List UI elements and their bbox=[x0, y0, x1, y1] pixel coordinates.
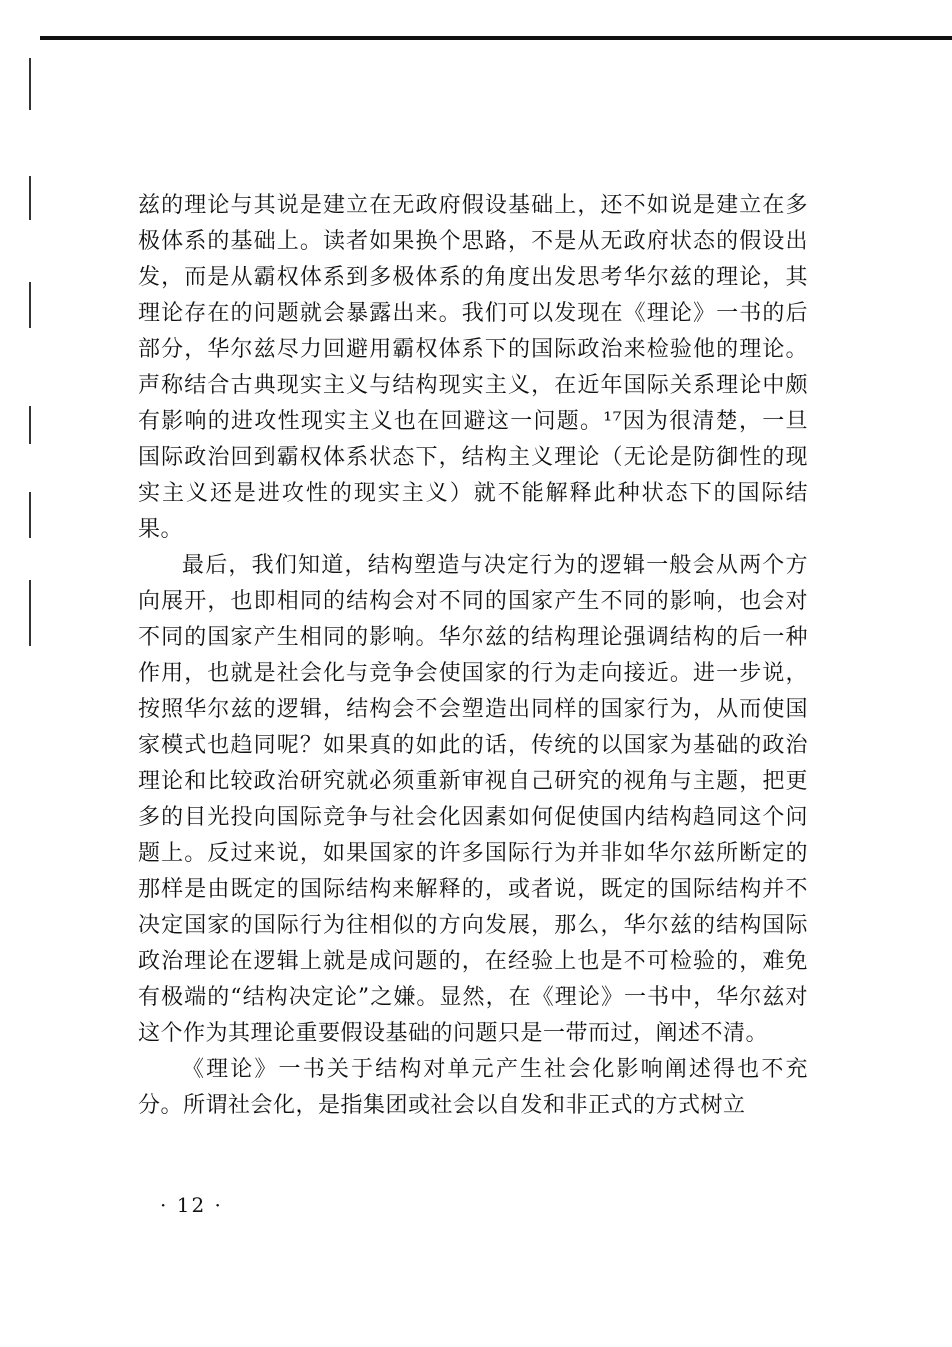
paragraph-socialization: 《理论》一书关于结构对单元产生社会化影响阐述得也不充分。所谓社会化，是指集团或社会以自发和非正式的方式树立 bbox=[138, 1057, 808, 1118]
top-rule bbox=[40, 36, 952, 40]
body-text bbox=[138, 188, 808, 1124]
page-number: · 12 · bbox=[160, 1193, 223, 1217]
margin-mark bbox=[29, 176, 31, 220]
margin-mark bbox=[29, 492, 31, 538]
margin-mark bbox=[29, 406, 31, 444]
margin-mark bbox=[29, 282, 31, 328]
paragraph-continued: 兹的理论与其说是建立在无政府假设基础上，还不如说是建立在多极体系的基础上。读者如果换个思路，不是从无政府状态的假设出发，而是从霸权体系到多极体系的角度出发思考华尔兹的理论，其理论存在的问题就会暴露出来。我们可以发现在《理论》一书的后部分，华尔兹尽力回避用霸权体系下的国际政治来检验他的理论。声称结合古典现实主义与结构现实主义，在近年国际关系理论中颇有影响的进攻性现实主义也在回避这一问题。¹⁷因为很清楚，一旦国际政治回到霸权体系状态下，结构主义理论（无论是防御性的现实主义还是进攻性的现实主义）就不能解释此种状态下的国际结果。 bbox=[138, 193, 808, 542]
margin-mark bbox=[29, 580, 31, 646]
margin-mark bbox=[29, 58, 31, 110]
paragraph-finally: 最后，我们知道，结构塑造与决定行为的逻辑一般会从两个方向展开，也即相同的结构会对不同的国家产生不同的影响，也会对不同的国家产生相同的影响。华尔兹的结构理论强调结构的后一种作用，也就是社会化与竞争会使国家的行为走向接近。进一步说，按照华尔兹的逻辑，结构会不会塑造出同样的国家行为，从而使国家模式也趋同呢？如果真的如此的话，传统的以国家为基础的政治理论和比较政治研究就必须重新审视自己研究的视角与主题，把更多的目光投向国际竞争与社会化因素如何促使国内结构趋同这个问题上。反过来说，如果国家的许多国际行为并非如华尔兹所断定的那样是由既定的国际结构来解释的，或者说，既定的国际结构并不决定国家的国际行为往相似的方向发展，那么，华尔兹的结构国际政治理论在逻辑上就是成问题的，在经验上也是不可检验的，难免有极端的“结构决定论”之嫌。显然，在《理论》一书中，华尔兹对这个作为其理论重要假设基础的问题只是一带而过，阐述不清。 bbox=[138, 553, 808, 1046]
